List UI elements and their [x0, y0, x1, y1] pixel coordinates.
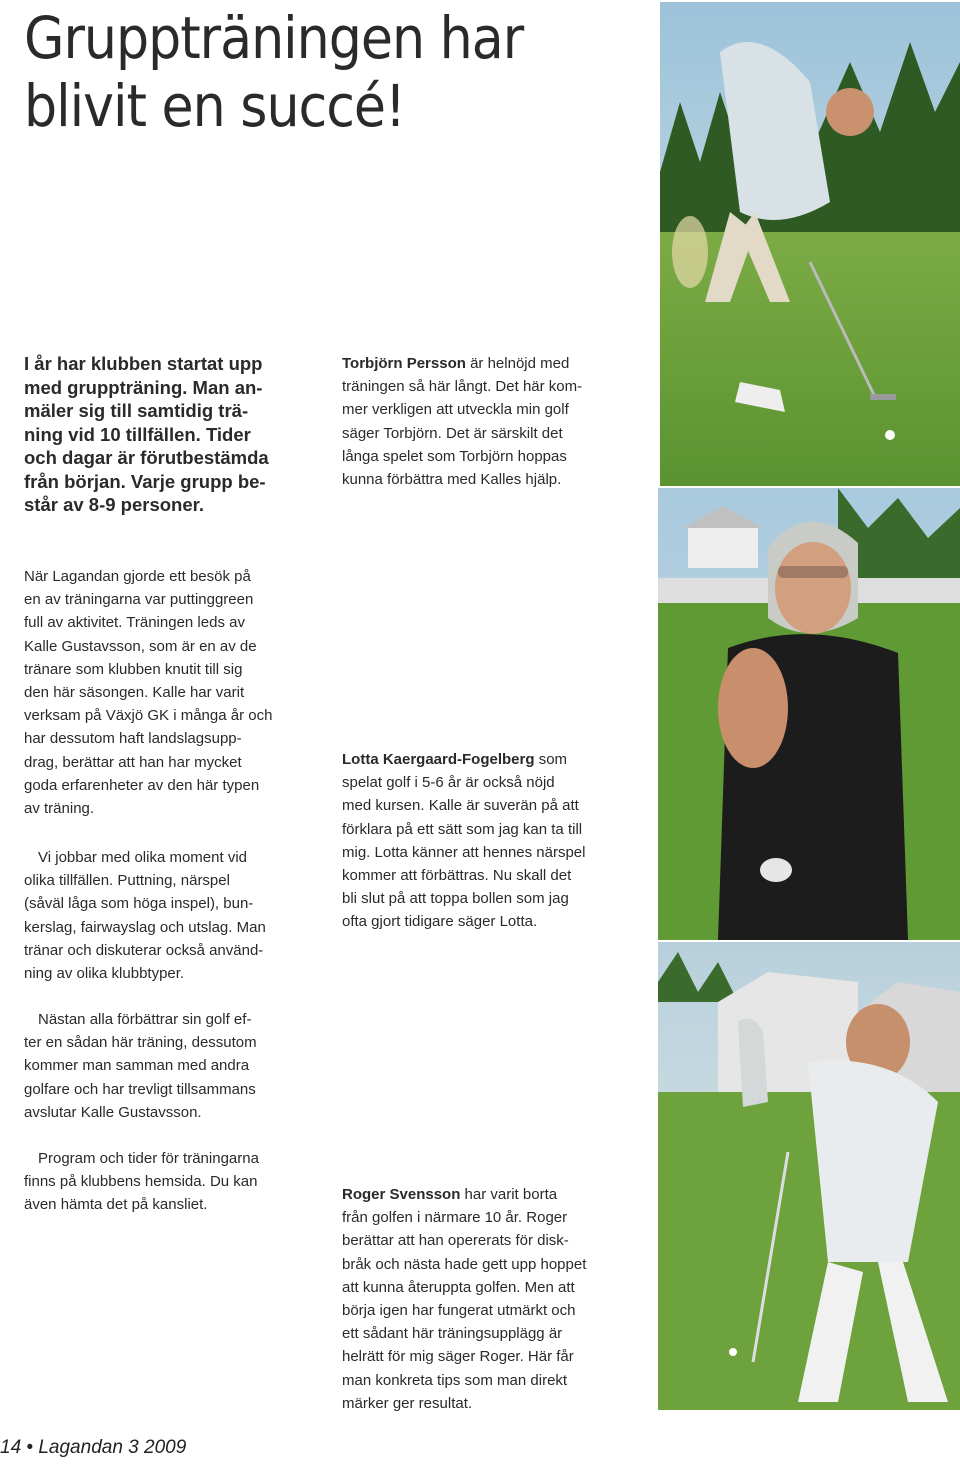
article-title [24, 4, 654, 140]
caption-line: säger Torbjörn. Det är särskilt det [342, 424, 563, 442]
body-line: även hämta det på kansliet. [24, 1196, 208, 1214]
caption-text: har varit borta [460, 1186, 558, 1203]
intro-line: med gruppträning. Man an- [24, 376, 263, 398]
intro-line: står av 8-9 personer. [24, 494, 204, 515]
caption-line: långa spelet som Torbjörn hoppas [342, 447, 567, 465]
caption-line: spelat golf i 5-6 år är också nöjd [342, 774, 555, 792]
body-paragraph-4 [24, 1147, 324, 1217]
title-line-1: Gruppträningen har [24, 4, 524, 72]
body-line: har dessutom haft landslagsupp- [24, 730, 242, 748]
title-line-2: blivit en succé! [24, 72, 405, 140]
caption-line: att kunna återuppta golfen. Men att [342, 1278, 575, 1296]
body-line: När Lagandan gjorde ett besök på [24, 568, 251, 585]
caption-line: berättar att han opererats för disk- [342, 1232, 569, 1250]
caption-line: börja igen har fungerat utmärkt och [342, 1302, 576, 1320]
body-line: av träning. [24, 800, 95, 818]
body-line: Kalle Gustavsson, som är en av de [24, 637, 257, 655]
caption-line: från golfen i närmare 10 år. Roger [342, 1209, 568, 1227]
photo-lotta-portrait [658, 488, 960, 940]
intro-line: från början. Varje grupp be- [24, 470, 266, 492]
photo-roger-chipping [658, 942, 960, 1410]
publication-name: Lagandan 3 2009 [38, 1437, 187, 1458]
caption-name: Lotta Kaergaard-Fogelberg [342, 751, 535, 768]
caption-line: helrätt för mig säger Roger. Här får [342, 1348, 574, 1366]
caption-line: ofta gjort tidigare säger Lotta. [342, 913, 538, 931]
body-line: ning av olika klubbtyper. [24, 965, 185, 983]
body-line: tränare som klubben knutit till sig [24, 660, 243, 678]
caption-line: märker ger resultat. [342, 1394, 473, 1412]
intro-line: I år har klubben startat upp [24, 353, 263, 374]
intro-line: och dagar är förutbestämda [24, 447, 269, 468]
body-line: (såväl låga som höga inspel), bun- [24, 895, 254, 913]
body-line: goda erfarenheter av den här typen [24, 776, 260, 794]
page-footer [0, 1437, 186, 1459]
body-paragraph-2 [24, 846, 324, 985]
caption-line: ett sådant här träningsupplägg är [342, 1325, 563, 1343]
caption-text: som [534, 751, 568, 768]
body-paragraph-1 [24, 565, 324, 820]
body-line: Nästan alla förbättrar sin golf ef- [38, 1011, 252, 1028]
body-line: drag, berättar att han har mycket [24, 753, 242, 771]
caption-lotta [342, 748, 652, 934]
body-line: olika tillfällen. Puttning, närspel [24, 872, 230, 890]
caption-first-line [342, 748, 652, 771]
body-line: finns på klubbens hemsida. Du kan [24, 1173, 258, 1191]
body-line: verksam på Växjö GK i många år och [24, 707, 273, 725]
caption-line: bli slut på att toppa bollen som jag [342, 890, 569, 908]
intro-line: mäler sig till samtidig trä- [24, 400, 249, 421]
caption-line: mer verkligen att utveckla min golf [342, 401, 569, 419]
body-paragraph-3 [24, 1008, 324, 1124]
caption-torbjorn [342, 352, 642, 491]
caption-first-line [342, 1183, 642, 1206]
body-line: ter en sådan här träning, dessutom [24, 1034, 257, 1052]
body-line: avslutar Kalle Gustavsson. [24, 1103, 202, 1121]
caption-roger [342, 1183, 642, 1415]
caption-name: Roger Svensson [342, 1186, 461, 1203]
caption-line: kommer att förbättras. Nu skall det [342, 867, 572, 885]
page-number: 14 [0, 1437, 22, 1458]
body-line: en av träningarna var puttinggreen [24, 591, 254, 609]
body-line: full av aktivitet. Träningen leds av [24, 614, 245, 632]
intro-line: ning vid 10 tillfällen. Tider [24, 423, 251, 445]
body-line: Program och tider för träningarna [38, 1150, 259, 1167]
body-line: golfare och har trevligt tillsammans [24, 1080, 256, 1098]
caption-line: kunna förbättra med Kalles hjälp. [342, 471, 562, 489]
caption-first-line [342, 352, 642, 375]
body-line: kommer man samman med andra [24, 1057, 250, 1075]
caption-text: är helnöjd med [465, 355, 570, 372]
caption-line: man konkreta tips som man direkt [342, 1371, 568, 1389]
caption-line: bråk och nästa hade gett upp hoppet [342, 1255, 587, 1273]
body-line: kerslag, fairwayslag och utslag. Man [24, 918, 266, 936]
body-line: Vi jobbar med olika moment vid [38, 849, 247, 866]
photo-torbjorn-putting [660, 2, 960, 486]
caption-name: Torbjörn Persson [342, 355, 466, 372]
caption-line: mig. Lotta känner att hennes närspel [342, 843, 586, 861]
caption-line: träningen så här långt. Det här kom- [342, 378, 583, 396]
body-line: tränar och diskuterar också använd- [24, 941, 264, 959]
intro-paragraph [24, 352, 314, 517]
body-line: den här säsongen. Kalle har varit [24, 684, 245, 702]
footer-bullet: • [26, 1437, 34, 1458]
caption-line: förklara på ett sätt som jag kan ta till [342, 820, 583, 838]
caption-line: med kursen. Kalle är suverän på att [342, 797, 579, 815]
